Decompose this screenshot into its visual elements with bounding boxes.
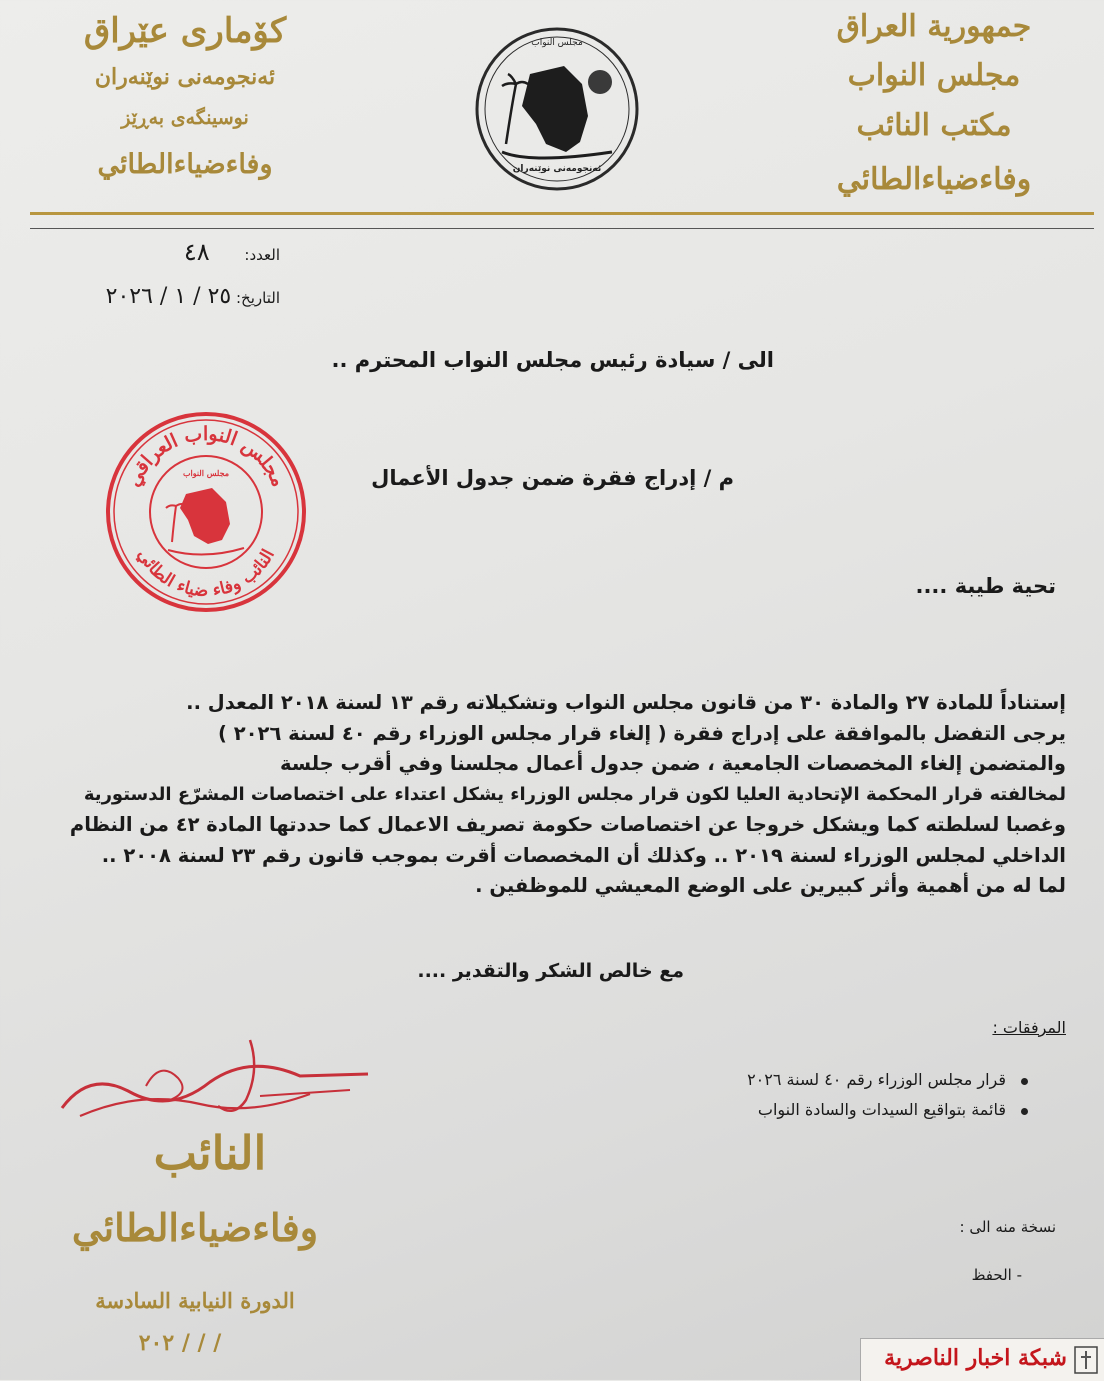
- subject-line: م / إدراج فقرة ضمن جدول الأعمال: [371, 466, 734, 490]
- stamp-ring-bottom-text: النائب وفاء ضياء الطائي: [133, 545, 279, 602]
- arabic-line-4: وفاءضياءالطائي: [836, 162, 1032, 197]
- header-divider: [30, 212, 1094, 215]
- official-red-stamp: [104, 410, 308, 614]
- body-line-7: لما له من أهمية وأثر كبيرين على الوضع المعيشي للموظفين .: [475, 874, 1066, 897]
- news-watermark: [860, 1338, 1104, 1381]
- signature-title: النائب: [153, 1126, 267, 1180]
- emblem-top-text: مجلس النواب: [531, 38, 583, 48]
- closing-line: مع خالص الشكر والتقدير ....: [417, 960, 684, 982]
- greeting-line: تحية طيبة ....: [915, 574, 1056, 598]
- recipient-line: الى / سيادة رئيس مجلس النواب المحترم ..: [331, 348, 774, 372]
- number-label: العدد:: [244, 246, 280, 264]
- body-line-1: إستناداً للمادة ٢٧ والمادة ٣٠ من قانون مجلس النواب وتشكيلاته رقم ١٣ لسنة ٢٠١٨ المعدل ..: [186, 691, 1066, 714]
- body-line-5: وغصبا لسلطته كما ويشكل خروجا عن اختصاصات حكومة تصريف الاعمال كما حددتها المادة ٤٢ من النظام: [69, 813, 1066, 836]
- body-line-4: لمخالفته قرار المحكمة الإتحادية العليا لكون قرار مجلس الوزراء يشكل اعتداء على اختصاصات المشرّع الدستورية: [83, 783, 1066, 805]
- kurdish-line-3: نوسینگەی بەڕێز: [121, 107, 249, 129]
- kurdish-line-4: وفاءضياءالطائي: [97, 149, 273, 180]
- signature-name: وفاءضياءالطائي: [71, 1205, 319, 1250]
- date-value: ٢٥ / ١ / ٢٠٢٦: [105, 284, 232, 309]
- attachments-list: [608, 1070, 1028, 1130]
- header-divider-thin: [30, 228, 1094, 229]
- emblem-bottom-text: ئەنجومەنی نوێنەران: [512, 164, 602, 174]
- date-label: التاريخ:: [236, 289, 280, 307]
- body-line-3: والمتضمن إلغاء المخصصات الجامعية ، ضمن جدول أعمال مجلسنا وفي أقرب جلسة: [280, 752, 1066, 775]
- watermark-emblem-icon: [1073, 1345, 1099, 1375]
- watermark-text: شبكة اخبار الناصرية: [884, 1345, 1067, 1371]
- document-number: [130, 238, 280, 266]
- arabic-header: [794, 2, 1074, 208]
- signature-term: الدورة النيابية السادسة: [95, 1288, 295, 1313]
- kurdish-line-1: کۆماری عێراق: [83, 11, 287, 51]
- body-line-2: يرجى التفضل بالموافقة على إدراج فقرة ( إلغاء قرار مجلس الوزراء رقم ٤٠ لسنة ٢٠٢٦ ): [218, 721, 1066, 745]
- arabic-line-2: مجلس النواب: [847, 58, 1021, 93]
- letter-body: [56, 688, 1066, 902]
- stamp-ring-top-text: مجلس النواب العراقي: [122, 422, 290, 491]
- kurdish-header: [70, 6, 300, 192]
- attachment-item: قرار مجلس الوزراء رقم ٤٠ لسنة ٢٠٢٦: [608, 1070, 1028, 1100]
- number-value: ٤٨: [183, 238, 210, 266]
- kurdish-line-2: ئەنجومەنی نوێنەران: [94, 64, 276, 90]
- arabic-line-3: مكتب النائب: [856, 108, 1012, 143]
- stamp-inner-text: مجلس النواب: [182, 468, 230, 478]
- document-date: [60, 284, 280, 309]
- parliament-emblem: [472, 24, 642, 194]
- signature-date: ٢٠٢ / / /: [138, 1330, 222, 1356]
- attachment-item: قائمة بتواقيع السيدات والسادة النواب: [608, 1100, 1028, 1130]
- body-line-6: الداخلي لمجلس الوزراء لسنة ٢٠١٩ .. وكذلك أن المخصصات أقرت بموجب قانون رقم ٢٣ لسنة ٢٠٠٨ ..: [101, 843, 1066, 867]
- attachments-title: المرفقات :: [992, 1018, 1066, 1037]
- arabic-line-1: جمهورية العراق: [836, 9, 1032, 44]
- copies-title: نسخة منه الى :: [959, 1218, 1056, 1236]
- copies-item: - الحفظ: [971, 1266, 1022, 1284]
- handwritten-signature: [50, 1030, 380, 1130]
